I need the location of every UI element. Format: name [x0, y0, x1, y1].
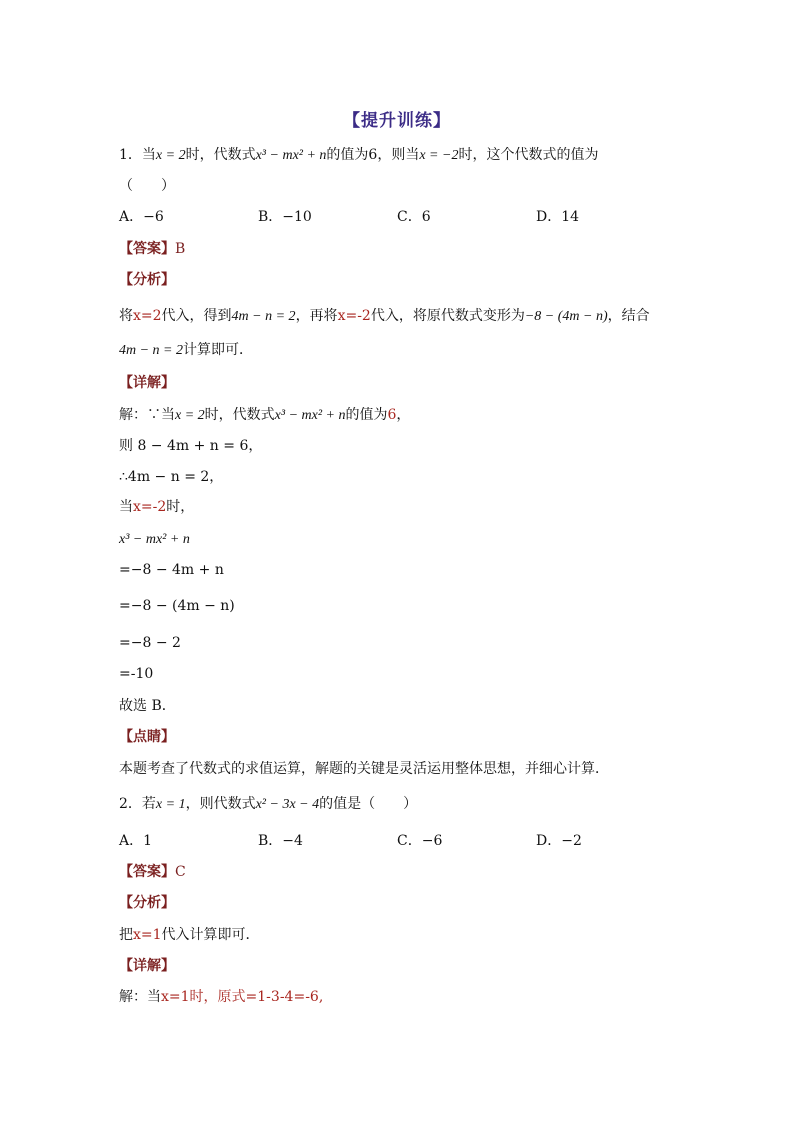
- detail-line-2: 则 8 − 4m + n = 6，: [119, 438, 263, 454]
- detail-line-5: x³ − mx² + n: [119, 532, 190, 547]
- analysis-line-1: 将x=2代入，得到4m − n = 2，再将x=-2代入，将原代数式变形为−8 − (4m − n)，结合: [119, 308, 650, 324]
- section-title: 【提升训练】: [343, 111, 451, 131]
- math-condition: x = −2: [419, 148, 459, 163]
- option-c: C．6: [397, 209, 431, 225]
- option-a: A．1: [119, 833, 153, 849]
- analysis-label: 【分析】: [119, 895, 175, 911]
- analysis-label: 【分析】: [119, 272, 175, 288]
- detail-line-4: 当x=-2时，: [119, 499, 195, 515]
- point-label: 【点睛】: [119, 729, 175, 745]
- math-expression: x³ − mx² + n: [255, 148, 327, 163]
- option-b: B．−10: [258, 209, 312, 225]
- detail-line-6: =−8 − 4m + n: [119, 562, 224, 578]
- detail-label: 【详解】: [119, 375, 175, 391]
- detail-line-3: ∴4m − n = 2，: [119, 469, 224, 485]
- detail-line-1: 解：∵当x = 2时，代数式x³ − mx² + n的值为6，: [119, 407, 411, 423]
- answer-label: 【答案】: [119, 241, 175, 257]
- answer-label: 【答案】: [119, 864, 175, 880]
- detail-line-9: =-10: [119, 666, 154, 682]
- detail-line-8: =−8 − 2: [119, 635, 181, 651]
- option-c: C．−6: [397, 833, 443, 849]
- option-d: D．−2: [536, 833, 582, 849]
- detail-line-7: =−8 − (4m − n): [119, 598, 235, 614]
- option-a: A．−6: [119, 209, 164, 225]
- detail-line-1: 解：当x=1时，原式=1-3-4=-6,: [119, 989, 324, 1005]
- point-text: 本题考查了代数式的求值运算，解题的关键是灵活运用整体思想，并细心计算．: [119, 761, 609, 777]
- answer-paren: （ ）: [119, 178, 175, 194]
- answer-value: B: [175, 241, 186, 257]
- analysis-line-2: 4m − n = 2计算即可．: [119, 342, 254, 358]
- detail-label: 【详解】: [119, 958, 175, 974]
- option-b: B．−4: [258, 833, 303, 849]
- question-1-stem: 1．当x = 2时，代数式x³ − mx² + n的值为6，则当x = −2时，这个代数式的值为: [119, 147, 599, 163]
- math-condition: x = 2: [155, 148, 186, 163]
- answer-value: C: [175, 864, 186, 880]
- question-2-stem: 2．若x = 1，则代数式x² − 3x − 4的值是（ ）: [119, 796, 418, 812]
- answer-line: [119, 240, 185, 258]
- detail-line-10: 故选 B．: [119, 698, 176, 714]
- option-d: D．14: [536, 209, 580, 225]
- math-expression: x² − 3x − 4: [255, 797, 320, 812]
- answer-line: [119, 863, 186, 881]
- analysis-line: 把x=1代入计算即可．: [119, 927, 260, 943]
